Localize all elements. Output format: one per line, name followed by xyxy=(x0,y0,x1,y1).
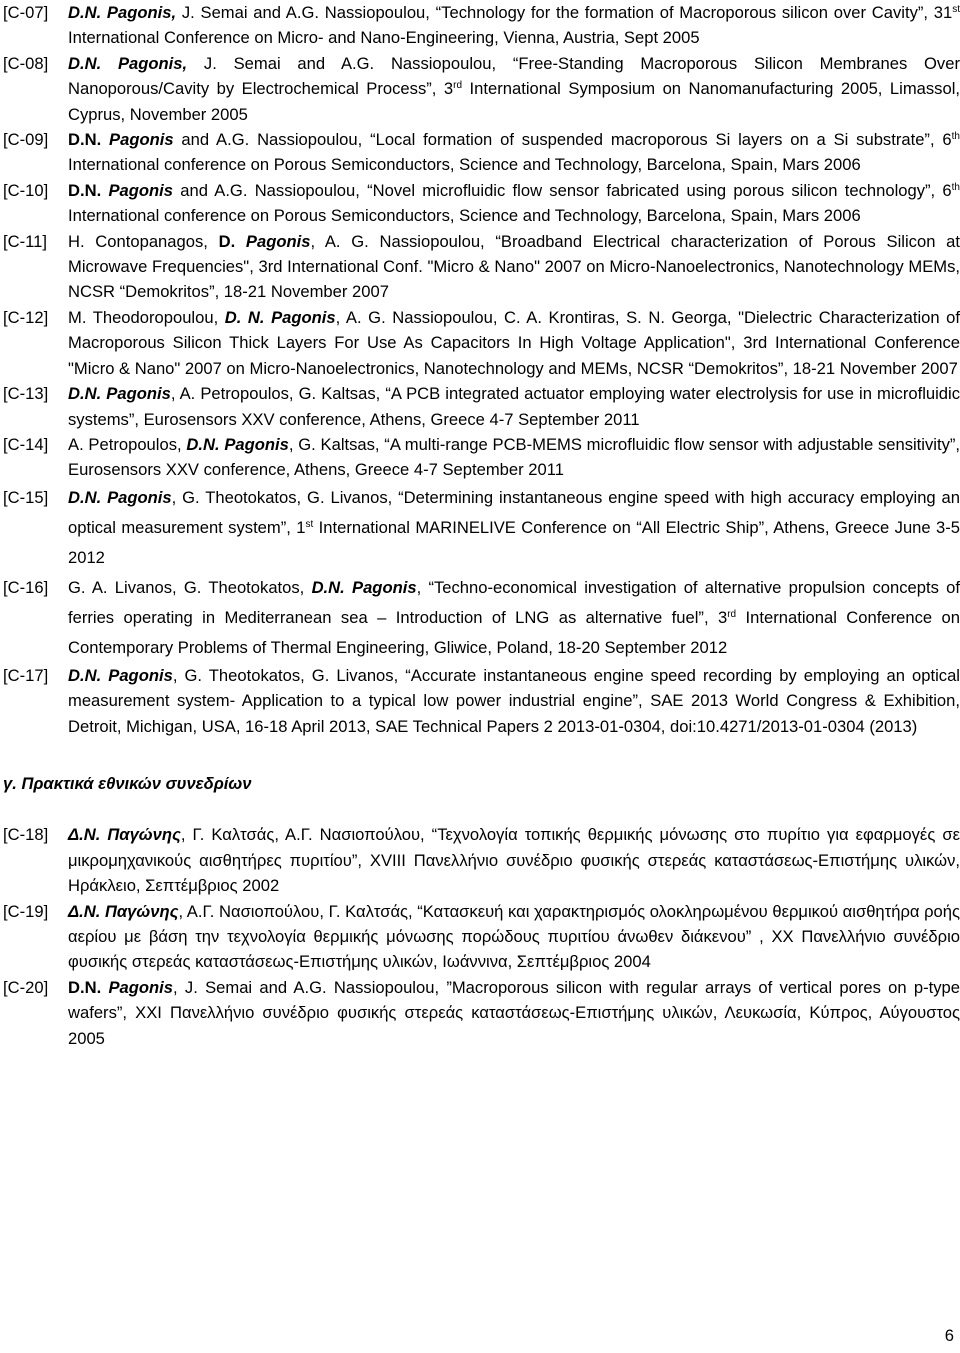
citation-text: , G. Theotokatos, G. Livanos, “Accurate instantaneous engine speed recording by employing an optical measurement system- Application to a typical low power industrial engine”, SAE 2013 World Congress & Exhibition, Detroit, Michigan, USA, 16-18 April 2013, SAE Technical Papers 2 2013-01-0304, doi:10.4271/2013-01-0304 (2013) xyxy=(68,665,960,736)
citation-text: H. Contopanagos, xyxy=(68,231,219,251)
citation-text: , G. Theotokatos, G. Livanos, “Determining instantaneous engine speed with high accuracy employing an optical measurement system”, 1 xyxy=(68,487,960,537)
citation-text: M. Theodoropoulou, xyxy=(68,307,225,327)
author-name: D.N. Pagonis, xyxy=(68,3,177,22)
author-name: Pagonis xyxy=(108,977,174,997)
reference-text xyxy=(68,822,960,898)
ordinal-suffix: st xyxy=(305,518,314,530)
author-name: Pagonis xyxy=(245,231,311,251)
reference-number: [C-20] xyxy=(3,977,49,997)
ordinal-suffix: st xyxy=(952,4,960,15)
author-name: D.N. Pagonis xyxy=(68,487,172,507)
citation-text: International Conference on Micro- and Nano-Engineering, Vienna, Austria, Sept 2005 xyxy=(68,28,700,48)
author-name: D.N. Pagonis xyxy=(311,577,417,597)
reference-text xyxy=(68,381,960,432)
ordinal-suffix: th xyxy=(951,181,960,193)
reference-entry xyxy=(3,663,960,739)
publication-list xyxy=(3,0,960,1051)
reference-text xyxy=(68,663,960,739)
citation-text: , Α.Γ. Νασιοπούλου, Γ. Καλτσάς, “Κατασκευή και χαρακτηρισμός ολοκληρωμένου θερμικού αισθητήρα ροής αερίου με βάση την τεχνολογία θερμικής μόνωσης πορώδους πυριτίου άνωθεν διάκενου” , XX Πανελλήνιο συνέδριο φυσικής στερεάς καταστάσεως-Επιστήμης υλικών, Ιωάννινα, Σεπτέμβριος 2004 xyxy=(68,901,960,972)
author-name: D.N. xyxy=(68,130,110,150)
reference-number: [C-13] xyxy=(3,384,49,404)
reference-number: [C-11] xyxy=(3,231,47,251)
ordinal-suffix: th xyxy=(951,131,960,143)
citation-text: International Conference on Contemporary Problems of Thermal Engineering, Gliwice, Poland, 18-20 September 2012 xyxy=(68,607,960,657)
reference-entry xyxy=(3,229,960,305)
reference-number: [C-16] xyxy=(3,577,49,597)
reference-number: [C-09] xyxy=(3,130,49,150)
reference-entry xyxy=(3,822,960,898)
reference-entry xyxy=(3,305,960,381)
author-name: D.N. Pagonis xyxy=(186,434,289,454)
author-name: Pagonis xyxy=(109,130,174,150)
reference-entry xyxy=(3,573,960,663)
reference-number: [C-19] xyxy=(3,901,49,921)
reference-entry xyxy=(3,432,960,483)
reference-number: [C-07] xyxy=(3,3,49,22)
reference-entry xyxy=(3,899,960,975)
citation-text: J. Semai and A.G. Nassiopoulou, “Free-Standing Macroporous Silicon Membranes Over Nanoporous/Cavity by Electrochemical Process”, 3 xyxy=(68,53,960,99)
reference-number: [C-14] xyxy=(3,434,49,454)
reference-number: [C-18] xyxy=(3,825,49,845)
reference-text xyxy=(68,573,960,663)
reference-text xyxy=(68,51,960,127)
reference-number: [C-10] xyxy=(3,180,49,200)
citation-text: , A. Petropoulos, G. Kaltsas, “A PCB integrated actuator employing water electrolysis for use in microfluidic systems”, Eurosensors XXV conference, Athens, Greece 4-7 September 2011 xyxy=(68,384,960,429)
citation-text: G. A. Livanos, G. Theotokatos, xyxy=(68,577,312,597)
citation-text: International Symposium on Nanomanufacturing 2005, Limassol, Cyprus, November 2005 xyxy=(68,79,960,124)
reference-entry xyxy=(3,975,960,1051)
reference-text xyxy=(68,899,960,975)
author-name: Δ.Ν. Παγώνης xyxy=(68,901,179,921)
ordinal-suffix: rd xyxy=(727,608,737,620)
citation-text: and A.G. Nassiopoulou, “Novel microfluidic flow sensor fabricated using porous silicon technology”, 6 xyxy=(172,180,952,200)
author-name: D.N. xyxy=(68,180,109,200)
citation-text: , A. G. Nassiopoulou, “Broadband Electrical characterization of Porous Silicon at Microwave Frequencies", 3rd International Conf. "Micro & Nano" 2007 on Micro-Nanoelectronics, Nanotechnology MEMs, NCSR “Demokritos”, 18-21 November 2007 xyxy=(68,231,960,302)
citation-text: J. Semai and A.G. Nassiopoulou, “Technology for the formation of Macroporous silicon over Cavity”, 31 xyxy=(176,3,953,22)
reference-entry xyxy=(3,483,960,573)
citation-text: International MARINELIVE Conference on “All Electric Ship”, Athens, Greece June 3-5 2012 xyxy=(68,517,960,567)
reference-text xyxy=(68,975,960,1051)
section-heading: γ. Πρακτικά εθνικών συνεδρίων xyxy=(3,773,252,793)
citation-text: International conference on Porous Semiconductors, Science and Technology, Barcelona, Spain, Mars 2006 xyxy=(68,206,861,226)
author-name: D.N. Pagonis, xyxy=(68,53,188,73)
reference-entry xyxy=(3,0,960,51)
reference-text xyxy=(68,178,960,229)
author-name: D. xyxy=(218,231,246,251)
reference-text xyxy=(68,483,960,573)
reference-number: [C-17] xyxy=(3,665,49,685)
citation-text: , “Techno-economical investigation of alternative propulsion concepts of ferries operating in Mediterranean sea – Introduction of LNG as alternative fuel”, 3 xyxy=(68,577,960,627)
author-name: D.N. Pagonis xyxy=(68,384,171,404)
author-name: Pagonis xyxy=(108,180,173,200)
reference-text xyxy=(68,305,960,381)
reference-entry xyxy=(3,127,960,178)
national-conference-entries xyxy=(3,822,960,1051)
international-conference-entries xyxy=(3,0,960,739)
reference-text xyxy=(68,127,960,178)
citation-text: A. Petropoulos, xyxy=(68,434,187,454)
reference-entry xyxy=(3,51,960,127)
citation-text: , J. Semai and A.G. Nassiopoulou, ”Macroporous silicon with regular arrays of vertical pores on p-type wafers”, XXI Πανελλήνιο συνέδριο φυσικής στερεάς καταστάσεως-Επιστήμης υλικών, Λευκωσία, Κύπρος, Αύγουστος 2005 xyxy=(68,977,960,1048)
author-name: D.N. xyxy=(68,977,109,997)
reference-entry xyxy=(3,178,960,229)
citation-text: International conference on Porous Semiconductors, Science and Technology, Barcelona, Spain, Mars 2006 xyxy=(68,155,861,175)
citation-text: , Γ. Καλτσάς, Α.Γ. Νασιοπούλου, “Τεχνολογία τοπικής θερμικής μόνωσης στο πυρίτιο για εφαρμογές σε μικρομηχανικούς αισθητήρες πυριτίου”, XVIII Πανελλήνιο συνέδριο φυσικής στερεάς καταστάσεως-Επιστήμης υλικών, Ηράκλειο, Σεπτέμβριος 2002 xyxy=(68,825,960,896)
author-name: Δ.Ν. Παγώνης xyxy=(68,825,181,845)
citation-text: and A.G. Nassiopoulou, “Local formation of suspended macroporous Si layers on a Si substrate”, 6 xyxy=(173,130,952,150)
reference-number: [C-08] xyxy=(3,53,49,73)
citation-text: , A. G. Nassiopoulou, C. A. Krontiras, S. N. Georga, "Dielectric Characterization of Macroporous Silicon Thick Layers For Use As Capacitors In High Voltage Application", 3rd International Conference "Micro & Nano" 2007 on Micro-Nanoelectronics, Nanotechnology and MEMs, NCSR “Demokritos”, 18-21 November 2007 xyxy=(68,307,960,378)
reference-text xyxy=(68,0,960,51)
reference-text xyxy=(68,229,960,305)
author-name: D. N. Pagonis xyxy=(224,307,336,327)
ordinal-suffix: rd xyxy=(453,80,463,92)
page-number: 6 xyxy=(944,1326,954,1345)
reference-text xyxy=(68,432,960,483)
reference-number: [C-12] xyxy=(3,307,49,327)
reference-number: [C-15] xyxy=(3,487,49,507)
citation-text: , G. Kaltsas, “A multi-range PCB-MEMS microfluidic flow sensor with adjustable sensitivity”, Eurosensors XXV conference, Athens, Greece 4-7 September 2011 xyxy=(68,434,960,480)
reference-entry xyxy=(3,381,960,432)
author-name: D.N. Pagonis xyxy=(68,665,173,685)
